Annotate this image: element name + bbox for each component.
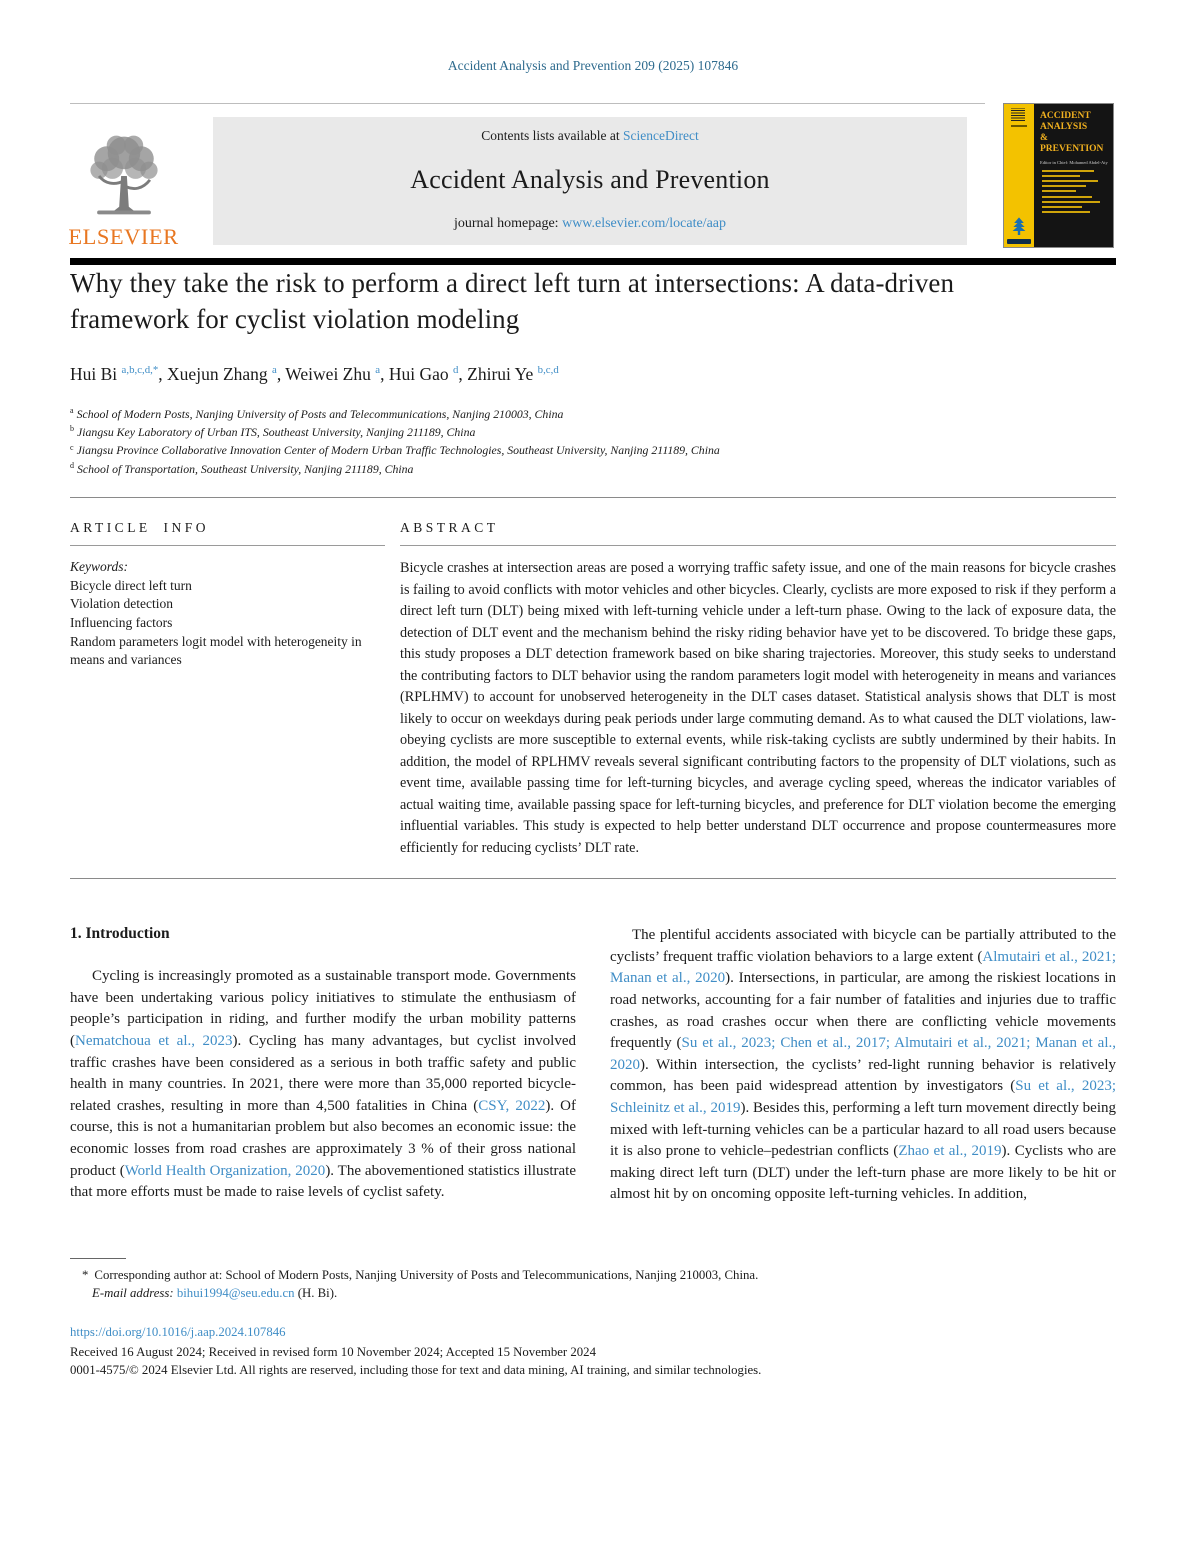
inline-citation-link[interactable]: World Health Organization, 2020 (124, 1162, 326, 1179)
text-segment: ). Cycling has many advantages, but cyclist involved traffic crashes have been considered as a serious in both traffic safety and public health in many countries. In 2021, there were more than 35,000 reported bicycle-related crashes, resulting in more than 4,500 fatalities in China ( (70, 1033, 577, 1114)
contents-line (213, 128, 967, 144)
author-name: , Zhirui Ye (458, 363, 538, 384)
intro-paragraph-right (610, 925, 1116, 1206)
journal-citation: Accident Analysis and Prevention 209 (2025) 107846 (447, 58, 739, 73)
corresponding-author-note (70, 1268, 1116, 1283)
text-segment: ). Cyclists who are making direct left turn (DLT) under the left-turn phase are more likely to be hit or almost hit by on oncoming opposite left-turning vehicles. In addition, (610, 1143, 1116, 1203)
footnote-star: * (82, 1267, 89, 1282)
section-divider (70, 497, 1116, 498)
journal-header (68, 111, 1116, 249)
author-name: , Weiwei Zhu (276, 363, 376, 384)
intro-left-column (70, 923, 576, 1221)
author-name: , Xuejun Zhang (158, 363, 273, 384)
text-segment: journal homepage: (454, 216, 563, 231)
journal-cover-face (1034, 104, 1113, 247)
affiliation-row: $^b$ Jiangsu Key Laboratory of Urban ITS, Southeast University, Nanjing 211189, China (70, 424, 476, 440)
journal-cover (1003, 103, 1114, 248)
text-segment: (H. Bi). (294, 1285, 338, 1300)
keyword-item: Random parameters logit model with heterogeneity in means and variances (70, 633, 362, 668)
inline-citation-link[interactable]: Zhao et al., 2019 (898, 1143, 1002, 1160)
intro-paragraph-left (70, 966, 576, 1204)
elsevier-wordmark: ELSEVIER (68, 223, 179, 249)
text-segment: E-mail address: (92, 1285, 177, 1300)
header-black-bar (70, 258, 1116, 265)
author-affiliation-marks[interactable]: a,b,c,d,* (121, 364, 159, 377)
text-segment: Contents lists available at (481, 128, 623, 143)
elsevier-tree-icon (76, 128, 172, 224)
author-affiliation-marks[interactable]: b,c,d (537, 364, 559, 377)
introduction-section (70, 923, 1116, 1221)
abstract-heading: ABSTRACT (400, 520, 499, 535)
article-info-heading: ARTICLE INFO (70, 520, 210, 535)
barcode-icon (1011, 108, 1025, 121)
received-dates: Received 16 August 2024; Received in revised form 10 November 2024; Accepted 15 November 2024 (70, 1344, 596, 1359)
abstract-text: Bicycle crashes at intersection areas are posed a worrying traffic safety issue, and one of the main reasons for bicycle crashes is failing to avoid conflicts with motor vehicles and other bicycles. Clearly, cyclists are more exposed to risk if they perform a direct left turn (DLT) being mixed with left-turning vehicle under a left-turn phase. Owing to the lack of exposure data, the detection of DLT event and the mechanism behind the risky riding behavior have yet to be discovered. To bridge these gaps, this study proposes a DLT detection framework based on bike sharing trajectories. Moreover, this study seeks to understand the contributing factors to DLT behavior using the random parameters logit model with heterogeneity in means and variances (RPLHMV) to account for unobserved heterogeneity in the DLT cases dataset. Statistical analysis shows that DLT is most likely to occur on weekdays during peak periods under large commuting demand. As to what caused the DLT violations, law-obeying cyclists are more susceptible to external events, while risk-taking cyclists are subtly undermined by their habits. In addition, the model of RPLHMV reveals several significant contributing factors to the propensity of DLT violations, such as event time, available passing time for left-turning bicycles, and average cycling speed, whereas the indicator variables of actual waiting time, available passing space for left-turning bicycles, and preference for DLT violation become the emerging influential variables. This study is expected to help better understand DLT occurrence and propose countermeasures more efficiently for reducing cyclists’ DLT rate. (400, 560, 1116, 856)
abstract-rule (400, 545, 1116, 546)
email-line (70, 1286, 1116, 1301)
intro-right-column (610, 923, 1116, 1221)
text-segment: ). Besides this, performing a left turn movement directly being mixed with left-turning vehicles can be a particular hazard to all road users because it is also prone to vehicle–pedestrian conflicts ( (610, 1099, 1117, 1160)
sciencedirect-link[interactable]: ScienceDirect (623, 128, 699, 143)
text-segment: ). Intersections, in particular, are among the riskiest locations in road networks, accounting for a fair number of fatalities and injuries due to traffic crashes, as road crashes occur when there are conflicting vehicle movements frequently ( (610, 970, 1116, 1052)
sciencedirect-label (1007, 239, 1031, 244)
keywords-list (70, 577, 385, 670)
sciencedirect-tree-icon (1011, 217, 1027, 237)
author-affiliation-marks[interactable]: a (375, 364, 381, 377)
elsevier-logo (70, 117, 177, 248)
keyword-item: Violation detection (70, 596, 174, 612)
author-affiliation-marks[interactable]: a (272, 364, 277, 377)
text-segment: Cycling is increasingly promoted as a sustainable transport mode. Governments have been undertaking various policy initiatives to stimulate the enthusiasm of people’s participation in riding, and further modify the urban mobility patterns ( (70, 968, 576, 1049)
section-divider-bottom (70, 878, 1116, 879)
footnote-divider (70, 1258, 126, 1259)
cover-title: ACCIDENT ANALYSIS & PREVENTION (1040, 111, 1104, 154)
affiliations (70, 405, 1116, 478)
corresponding-author-text: Corresponding author at: School of Modern Posts, Nanjing University of Posts and Telecommunications, Nanjing 210003, China. (94, 1267, 759, 1282)
email-link[interactable]: bihui1994@seu.edu.cn (176, 1285, 295, 1300)
affiliation-row: $^d$ School of Transportation, Southeast University, Nanjing 211189, China (70, 460, 414, 476)
keyword-item: Influencing factors (70, 614, 173, 630)
cover-issn-mark (1011, 125, 1027, 127)
abstract-column (400, 520, 1116, 859)
authors-line (70, 364, 1116, 385)
doi-link[interactable]: https://doi.org/10.1016/j.aap.2024.107846 (70, 1324, 286, 1339)
journal-banner (213, 117, 967, 245)
text-segment: The plentiful accidents associated with bicycle can be partially attributed to the cyclists’ frequent traffic violation behaviors to a large extent ( (610, 927, 1116, 965)
cover-topic-list (1040, 170, 1109, 217)
article-info-column (70, 520, 385, 859)
inline-citation-link[interactable]: Almutairi et al., 2021; Manan et al., 2020 (610, 948, 1116, 987)
text-segment: ). The abovementioned statistics illustrate that more efforts must be made to raise levels of cyclist safety. (70, 1162, 576, 1201)
affiliation-row: $^a$ School of Modern Posts, Nanjing University of Posts and Telecommunications, Nanjing 210003, China (70, 405, 564, 421)
info-abstract-section (70, 520, 1116, 859)
text-segment: ). Of course, this is not a humanitarian problem but also becomes an economic issue: the economic losses from road crashes are approximately 3 % of their gross national product ( (70, 1097, 577, 1179)
inline-citation-link[interactable]: Su et al., 2023; Chen et al., 2017; Almutairi et al., 2021; Manan et al., 2020 (610, 1035, 1116, 1073)
keyword-item: Bicycle direct left turn (70, 577, 192, 593)
journal-homepage-link[interactable]: www.elsevier.com/locate/aap (562, 216, 726, 231)
inline-citation-link[interactable]: Nematchoua et al., 2023 (75, 1033, 233, 1049)
keywords-label: Keywords: (70, 559, 128, 574)
inline-citation-link[interactable]: CSY, 2022 (478, 1097, 546, 1114)
article-title: Why they take the risk to perform a direct left turn at intersections: A data-driven framework for cyclist violation modeling (70, 268, 955, 335)
inline-citation-link[interactable]: Su et al., 2023; Schleinitz et al., 2019 (610, 1078, 1116, 1116)
article-info-rule (70, 545, 385, 546)
author-name: , Hui Gao (380, 363, 453, 384)
homepage-line (213, 216, 967, 232)
text-segment: ). Within intersection, the cyclists’ red-light running behavior is relatively common, has been paid widespread attention by investigators ( (610, 1056, 1116, 1095)
journal-title: Accident Analysis and Prevention (410, 165, 770, 194)
cover-editor-line: Editor in Chief: Mohamed Abdel-Aty (1040, 159, 1108, 165)
copyright-line: 0001-4575/© 2024 Elsevier Ltd. All rights are reserved, including those for text and data mining, AI training, and similar technologies. (70, 1362, 762, 1377)
affiliation-row: $^c$ Jiangsu Province Collaborative Innovation Center of Modern Urban Traffic Technologies, Southeast University, Nanjing 211189, China (70, 442, 720, 458)
author-name: Hui Bi (70, 363, 122, 384)
header-divider (70, 103, 985, 104)
author-affiliation-marks[interactable]: d (452, 364, 459, 377)
introduction-heading: 1. Introduction (70, 925, 170, 943)
journal-cover-spine (1004, 104, 1034, 247)
